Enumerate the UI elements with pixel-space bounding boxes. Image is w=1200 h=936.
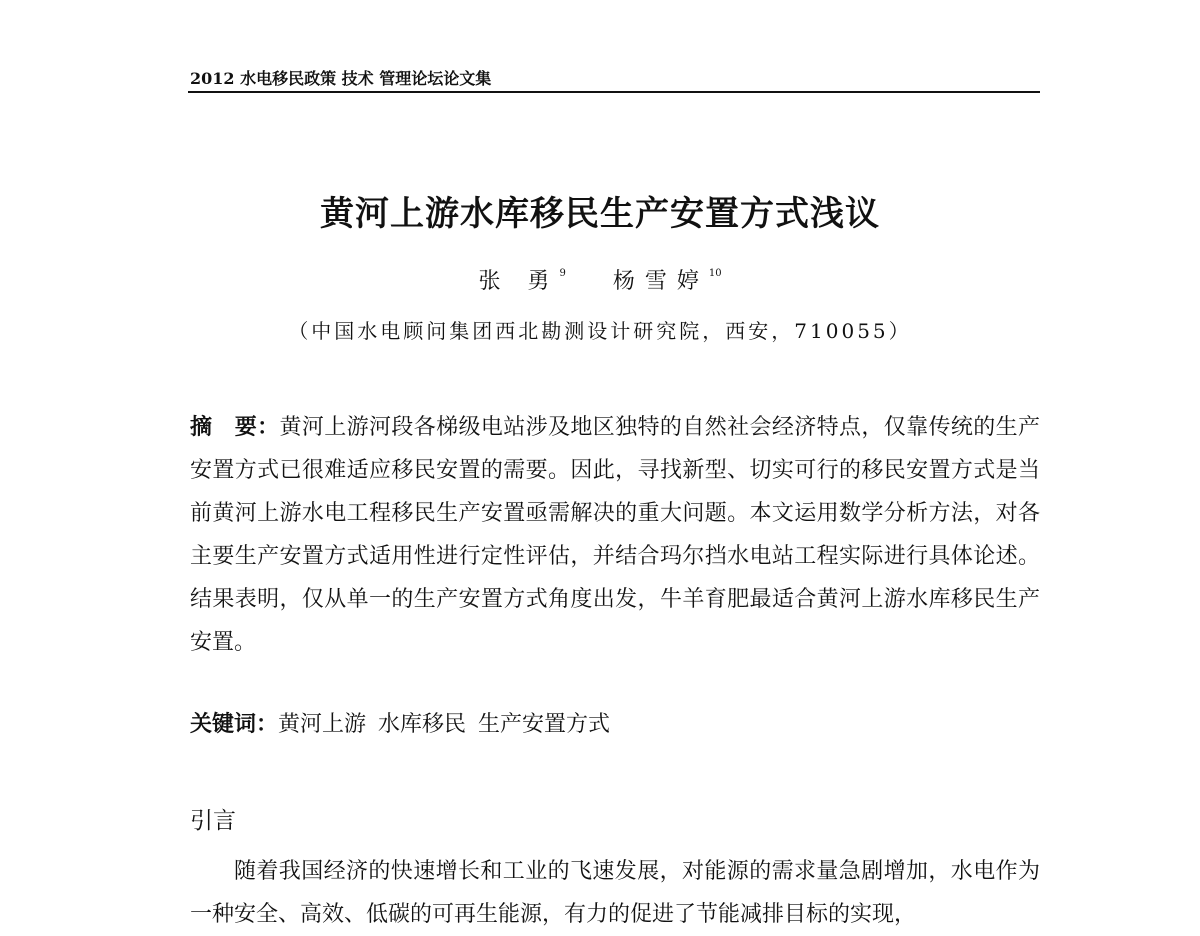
section-heading-introduction: 引言 (190, 808, 236, 834)
author-1-name: 张 勇 (478, 269, 560, 294)
abstract-label: 摘 要： (190, 414, 280, 440)
abstract-text: 黄河上游河段各梯级电站涉及地区独特的自然社会经济特点，仅靠传统的生产安置方式已很难适应移民安置的需要。因此，寻找新型、切实可行的移民安置方式是当前黄河上游水电工程移民生产安置亟需解决的重大问题。本文运用数学分析方法，对各主要生产安置方式适用性进行定性评估，并结合玛尔挡水电站工程实际进行具体论述。结果表明，仅从单一的生产安置方式角度出发，牛羊育肥最适合黄河上游水库移民生产安置。 (190, 415, 1040, 655)
header-rule (188, 91, 1040, 93)
running-header: 2012 水电移民政策 技术 管理论坛论文集 (190, 69, 492, 88)
paper-title: 黄河上游水库移民生产安置方式浅议 (320, 194, 880, 234)
author-2 (613, 264, 722, 295)
author-list (0, 264, 1200, 295)
introduction-paragraph: 随着我国经济的快速增长和工业的飞速发展，对能源的需求量急剧增加，水电作为一种安全、高效、低碳的可再生能源，有力的促进了节能减排目标的实现， (190, 859, 1040, 927)
abstract (190, 406, 1040, 664)
keyword-1: 黄河上游 (278, 712, 367, 737)
author-1 (478, 264, 565, 295)
keyword-3: 生产安置方式 (478, 712, 611, 737)
keyword-2: 水库移民 (378, 712, 467, 737)
author-1-footnote-mark: 9 (559, 267, 566, 279)
affiliation: （中国水电顾问集团西北勘测设计研究院，西安，710055） (288, 319, 912, 343)
author-2-name: 杨雪婷 (612, 269, 709, 294)
keywords (190, 703, 1040, 746)
author-2-footnote-mark: 10 (708, 267, 722, 279)
keywords-label: 关键词： (190, 711, 279, 737)
